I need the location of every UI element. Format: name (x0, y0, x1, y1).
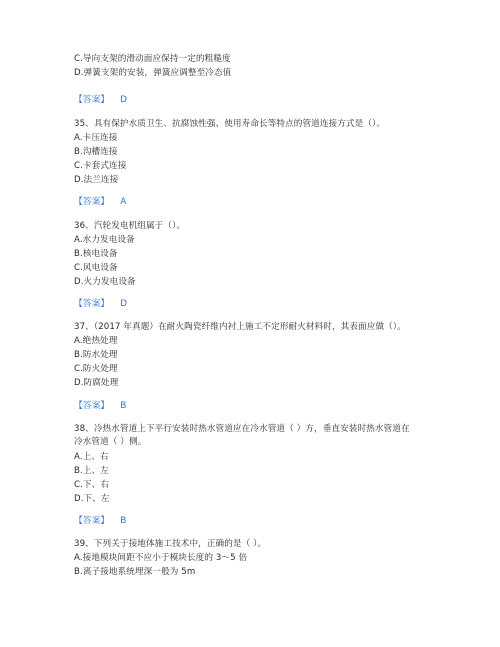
q34-option-d: D.弹簧支架的安装，弹簧应调整至冷态值 (74, 68, 232, 78)
q37-option-b: B.防水处理 (74, 350, 118, 360)
answer-label: 【答案】 (74, 197, 110, 207)
q35-answer (74, 197, 126, 208)
q38-option-d: D.下、左 (74, 494, 110, 504)
answer-label: 【答案】 (74, 401, 110, 411)
answer-value: D (120, 299, 127, 309)
q36-option-a: A.水力发电设备 (74, 235, 135, 245)
q37-option-a: A.绝热处理 (74, 336, 118, 346)
q35-question: 35、具有保护水质卫生、抗腐蚀性强、使用寿命长等特点的管道连接方式是（）。 (74, 119, 386, 129)
q35-option-d: D.法兰连接 (74, 175, 119, 185)
q35-option-c: C.卡套式连接 (74, 161, 127, 171)
q38-option-a: A.上、右 (74, 452, 109, 462)
q36-answer (74, 299, 127, 310)
q38-option-c: C.下、右 (74, 480, 110, 490)
q38-option-b: B.上、左 (74, 466, 109, 476)
answer-value: A (120, 197, 127, 207)
q39-option-a: A.接地模块间距不应小于模块长度的 3～5 倍 (74, 553, 248, 563)
q37-option-d: D.防腐处理 (74, 378, 119, 388)
q37-question: 37、（2017 年真题）在耐火陶瓷纤维内衬上施工不定形耐火材料时，其表面应做（）。 (74, 322, 406, 332)
q36-option-b: B.核电设备 (74, 249, 118, 259)
q37-answer (74, 401, 126, 412)
q36-option-c: C.风电设备 (74, 263, 118, 273)
answer-value: D (120, 95, 127, 105)
answer-value: B (120, 516, 127, 526)
answer-label: 【答案】 (74, 299, 110, 309)
answer-label: 【答案】 (74, 95, 110, 105)
q36-option-d: D.火力发电设备 (74, 277, 136, 287)
q37-option-c: C.防火处理 (74, 364, 118, 374)
q35-option-b: B.沟槽连接 (74, 147, 118, 157)
q38-question-line2: 冷水管道（ ）侧。 (74, 437, 147, 447)
answer-label: 【答案】 (74, 516, 110, 526)
q34-option-c: C.导向支架的滑动面应保持一定的粗糙度 (74, 54, 231, 64)
answer-value: B (120, 401, 127, 411)
q38-question-line1: 38、冷热水管道上下平行安装时热水管道应在冷水管道（ ）方，垂直安装时热水管道在 (74, 424, 410, 434)
q35-option-a: A.卡压连接 (74, 133, 118, 143)
q34-answer (74, 95, 127, 106)
q36-question: 36、汽轮发电机组属于（）。 (74, 221, 186, 231)
q39-option-b: B.离子接地系统埋深一般为 5m (74, 567, 196, 577)
q39-question: 39、下列关于接地体施工技术中，正确的是（ ）。 (74, 539, 267, 549)
q38-answer (74, 516, 126, 527)
